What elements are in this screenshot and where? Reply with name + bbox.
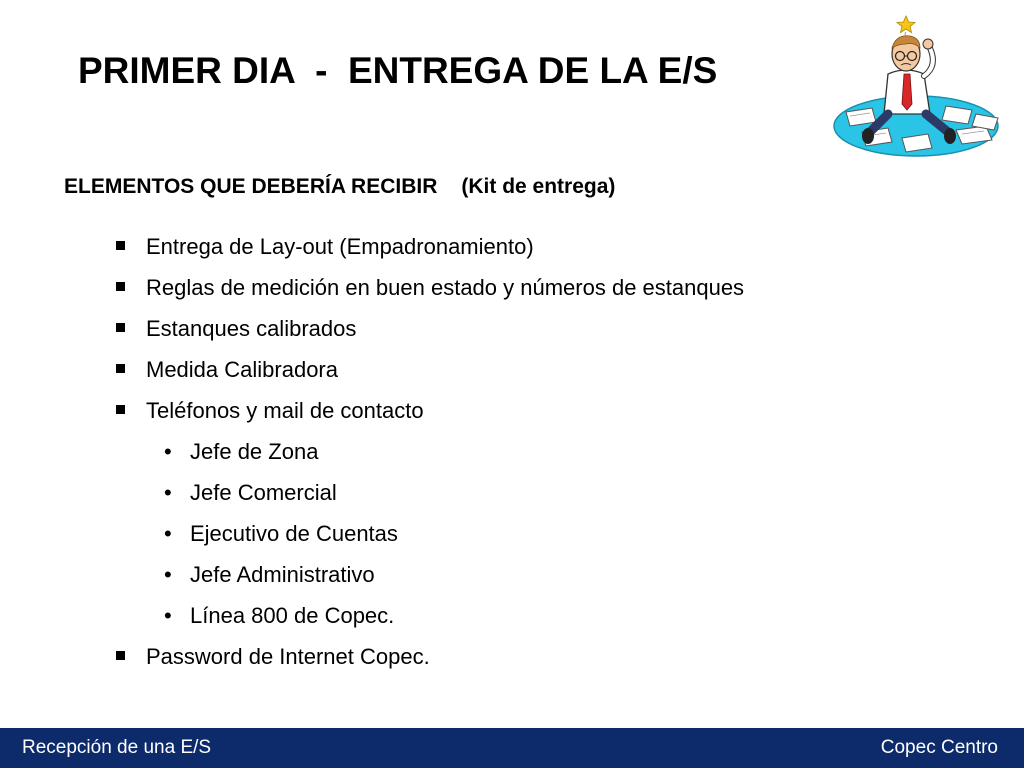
sub-list-item xyxy=(0,513,744,554)
list-item-label: Entrega de Lay-out (Empadronamiento) xyxy=(146,234,534,259)
sub-list-item-label: Línea 800 de Copec. xyxy=(190,603,395,628)
section-heading xyxy=(64,175,615,199)
sub-list-item-label: Ejecutivo de Cuentas xyxy=(190,521,398,546)
round-bullet-icon: • xyxy=(164,480,172,505)
sub-list-item xyxy=(0,595,744,636)
list-item xyxy=(0,349,744,390)
slide-title: PRIMER DIA - ENTREGA DE LA E/S xyxy=(78,50,718,91)
sub-list-item-label: Jefe Comercial xyxy=(190,480,337,505)
section-heading-text: ELEMENTOS QUE DEBERÍA RECIBIR xyxy=(64,175,438,198)
square-bullet-icon xyxy=(116,651,125,660)
square-bullet-icon xyxy=(116,405,125,414)
round-bullet-icon: • xyxy=(164,439,172,464)
list-item xyxy=(0,226,744,267)
list-item xyxy=(0,636,744,677)
list-item-label: Teléfonos y mail de contacto xyxy=(146,398,424,423)
square-bullet-icon xyxy=(116,323,125,332)
confused-man-with-papers-icon xyxy=(826,14,1006,164)
section-heading-note: (Kit de entrega) xyxy=(461,175,616,198)
sub-list-item xyxy=(0,554,744,595)
sub-list-item-label: Jefe Administrativo xyxy=(190,562,375,587)
list-item-label: Medida Calibradora xyxy=(146,357,338,382)
list-item xyxy=(0,390,744,431)
list-item-label: Estanques calibrados xyxy=(146,316,357,341)
delivery-kit-list xyxy=(0,226,744,677)
footer-left-text: Recepción de una E/S xyxy=(22,737,212,758)
sub-list-item-label: Jefe de Zona xyxy=(190,439,319,464)
round-bullet-icon: • xyxy=(164,603,172,628)
footer-bar xyxy=(0,728,1024,768)
round-bullet-icon: • xyxy=(164,521,172,546)
square-bullet-icon xyxy=(116,241,125,250)
sub-list-item xyxy=(0,472,744,513)
list-item-label: Password de Internet Copec. xyxy=(146,644,430,669)
footer-right-text: Copec Centro xyxy=(880,737,998,758)
round-bullet-icon: • xyxy=(164,562,172,587)
list-item xyxy=(0,267,744,308)
list-item-label: Reglas de medición en buen estado y números de estanques xyxy=(146,275,745,300)
square-bullet-icon xyxy=(116,364,125,373)
sub-list-item xyxy=(0,431,744,472)
list-item xyxy=(0,308,744,349)
square-bullet-icon xyxy=(116,282,125,291)
